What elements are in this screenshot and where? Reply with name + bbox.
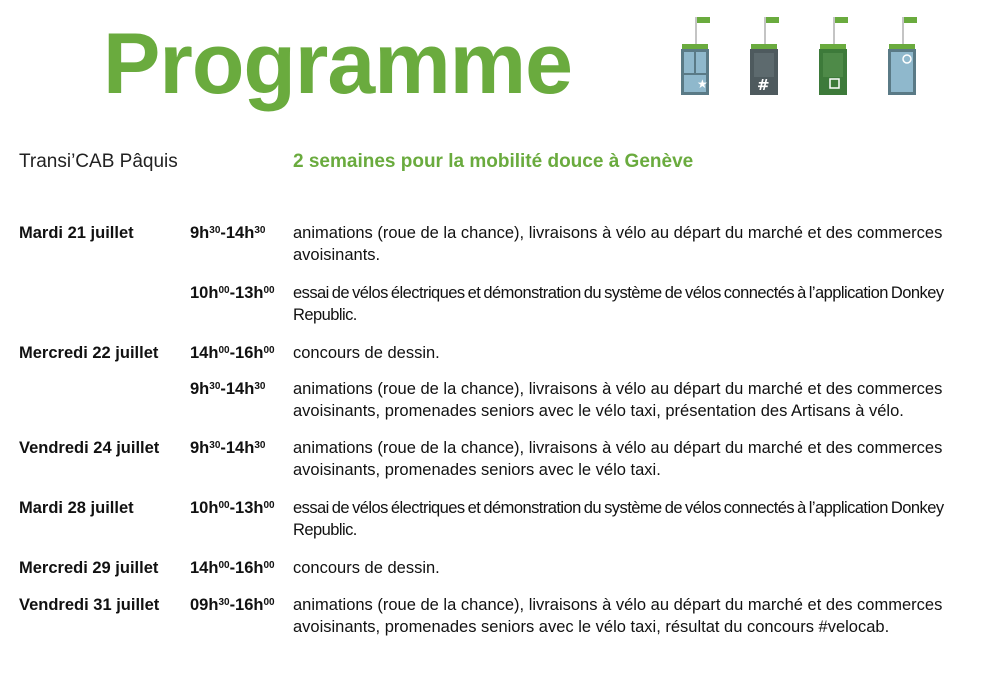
schedule-description: animations (roue de la chance), livraisons à vélo au départ du marché et des commerces avoisinants, promenades seniors avec le vélo taxi. [293, 439, 943, 479]
schedule-day: Mercredi 29 juillet [19, 559, 159, 577]
schedule-row [19, 557, 989, 594]
schedule-table [19, 222, 989, 644]
schedule-time: $10h^{00}-13h^{00}$ [190, 284, 275, 302]
schedule-row [19, 282, 989, 342]
location-subtitle: Transi’CAB Pâquis [19, 151, 178, 172]
schedule-time: $9h^{30}-14h^{30}$ [190, 224, 266, 242]
schedule-description: animations (roue de la chance), livraisons à vélo au départ du marché et des commerces avoisinants, promenades seniors avec le vélo taxi, présentation des Artisans à vélo. [293, 380, 943, 420]
schedule-row [19, 497, 989, 557]
schedule-description: concours de dessin. [293, 344, 440, 362]
schedule-row [19, 437, 989, 497]
svg-text:★: ★ [697, 77, 708, 91]
booth-circle-icon [883, 14, 917, 98]
booth-star-icon [676, 14, 710, 98]
schedule-day: Mardi 28 juillet [19, 499, 134, 517]
schedule-time: $9h^{30}-14h^{30}$ [190, 439, 266, 457]
booth-hash-icon [745, 14, 779, 98]
schedule-time: $09h^{30}-16h^{00}$ [190, 596, 275, 614]
booth-square-icon [814, 14, 848, 98]
schedule-day: Mercredi 22 juillet [19, 344, 159, 362]
schedule-day: Vendredi 24 juillet [19, 439, 160, 457]
event-tagline: 2 semaines pour la mobilité douce à Genève [293, 151, 694, 172]
schedule-time: $10h^{00}-13h^{00}$ [190, 499, 275, 517]
schedule-row [19, 222, 989, 282]
schedule-row [19, 378, 989, 437]
schedule-description: essai de vélos électriques et démonstration du système de vélos connectés à l’application Donkey Republic. [293, 499, 944, 539]
schedule-description: animations (roue de la chance), livraisons à vélo au départ du marché et des commerces avoisinants, promenades seniors avec le vélo taxi, résultat du concours #velocab. [293, 596, 943, 636]
schedule-time: $14h^{00}-16h^{00}$ [190, 559, 275, 577]
schedule-day: Mardi 21 juillet [19, 224, 134, 242]
schedule-day: Vendredi 31 juillet [19, 596, 160, 614]
schedule-row [19, 342, 989, 378]
schedule-description: animations (roue de la chance), livraisons à vélo au départ du marché et des commerces avoisinants. [293, 224, 943, 264]
schedule-time: $14h^{00}-16h^{00}$ [190, 344, 275, 362]
booth-illustrations [672, 14, 932, 98]
schedule-time: $9h^{30}-14h^{30}$ [190, 380, 266, 398]
schedule-description: essai de vélos électriques et démonstration du système de vélos connectés à l’application Donkey Republic. [293, 284, 944, 324]
schedule-row [19, 594, 989, 644]
svg-text:#: # [757, 76, 770, 94]
page-title: Programme [103, 16, 572, 112]
schedule-description: concours de dessin. [293, 559, 440, 577]
